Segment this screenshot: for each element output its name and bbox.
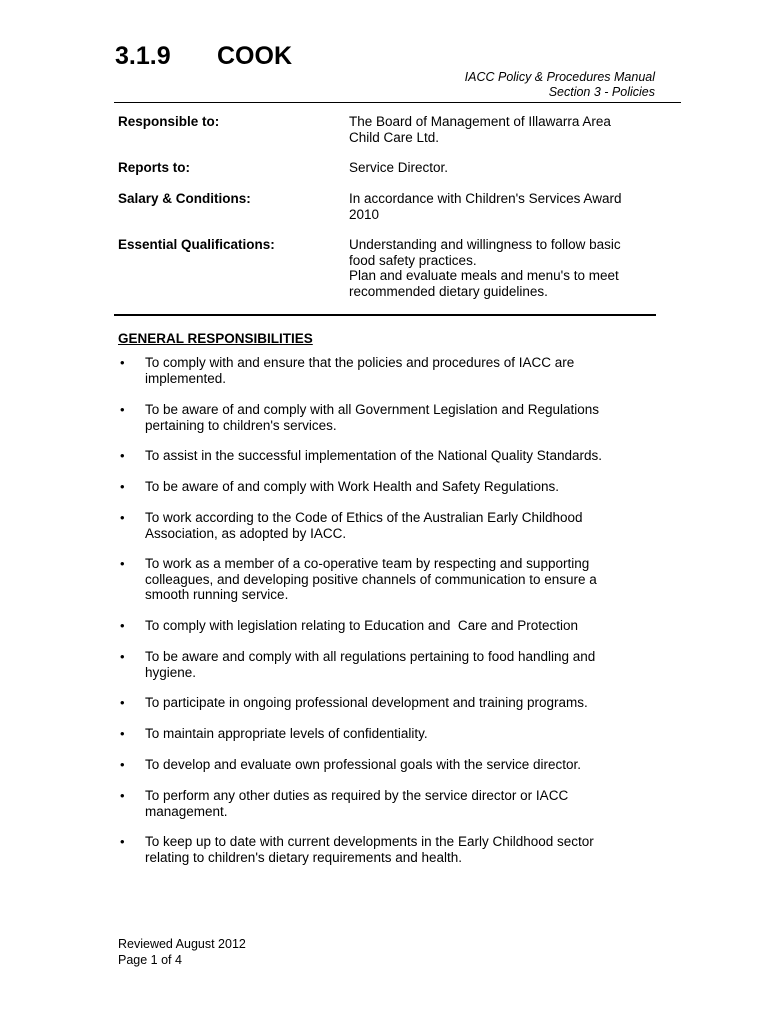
position-title: COOK bbox=[217, 42, 292, 70]
bullet-icon: • bbox=[120, 556, 125, 571]
manual-name: IACC Policy & Procedures Manual bbox=[464, 70, 655, 84]
info-label: Reports to: bbox=[118, 160, 190, 175]
bullet-icon: • bbox=[120, 510, 125, 525]
bullet-icon: • bbox=[120, 618, 125, 633]
manual-header bbox=[465, 70, 655, 100]
info-label: Responsible to: bbox=[118, 114, 220, 129]
page-footer bbox=[118, 937, 246, 968]
bullet-icon: • bbox=[120, 834, 125, 849]
info-value-line: The Board of Management of Illawarra Area bbox=[349, 114, 611, 129]
bullet-icon: • bbox=[120, 355, 125, 370]
bullet-icon: • bbox=[120, 788, 125, 803]
bullet-icon: • bbox=[120, 479, 125, 494]
bullet-icon: • bbox=[120, 726, 125, 741]
info-value bbox=[349, 114, 655, 145]
bullet-icon: • bbox=[120, 402, 125, 417]
page-number: Page 1 of 4 bbox=[118, 952, 182, 967]
manual-section: Section 3 - Policies bbox=[548, 85, 655, 99]
info-value-line: recommended dietary guidelines. bbox=[349, 283, 548, 299]
info-label: Salary & Conditions: bbox=[118, 191, 251, 206]
info-label: Essential Qualifications: bbox=[118, 237, 275, 252]
bullet-icon: • bbox=[120, 649, 125, 664]
section-number: 3.1.9 bbox=[115, 42, 171, 70]
info-value-line: Child Care Ltd. bbox=[349, 129, 440, 145]
info-value bbox=[349, 191, 655, 222]
section-heading: GENERAL RESPONSIBILITIES bbox=[118, 331, 313, 346]
info-value-line: Plan and evaluate meals and menu's to meet bbox=[349, 268, 619, 283]
document-page: 3.1.9 COOK IACC Policy & Procedures Manual Section 3 - Policies Responsible to: The Board of Management of Illawarra Area Child Care Ltd. Reports to: Service Director. Salary & Conditions: In accordance with Children's Services Award 2010 Essential Qualifications: Understanding and willingness to follow basic food safety practices. Plan and evaluate meals and menu's to meet recommended dietary guidelines. GENERAL RESPONSIBILITIES • To comply with and ensure that the policies and procedures of IACC are implemented. • To be aware of and comply with all Government Legislation and Regulations pertaining to children's services. • To assist in the successful implementation of the National Quality Standards. • To be aware of and comply with Work Health and Safety Regulations. • To work according to the Code of Ethics of the Australian Early Childhood Association, as adopted by IACC. • To work as a member of a co-operative team by respecting and supporting colleagues, and developing positive channels of communication to ensure a smooth running service. • To comply with legislation relating to Education and Care and Protection • To be aware and comply with all regulations pertaining to food handling and hygiene. • To participate in ongoing professional development and training programs. • To maintain appropriate levels of confidentiality. • To develop and evaluate own professional goals with the service director. • To perform any other duties as required by the service director or IACC management. • To keep up to date with current developments in the Early Childhood sector relating to children's dietary requirements and health. Reviewed August 2012 Page 1 of 4 bbox=[0, 0, 770, 1024]
info-value bbox=[349, 237, 655, 299]
info-value-line: Service Director. bbox=[349, 160, 449, 175]
bullet-icon: • bbox=[120, 695, 125, 710]
header-divider bbox=[114, 102, 681, 103]
info-value-line: 2010 bbox=[349, 206, 380, 222]
info-value-line: food safety practices. bbox=[349, 252, 477, 268]
review-date: Reviewed August 2012 bbox=[118, 937, 246, 951]
section-divider bbox=[114, 314, 656, 316]
info-value bbox=[349, 160, 655, 176]
bullet-icon: • bbox=[120, 448, 125, 463]
info-value-line: Understanding and willingness to follow basic bbox=[349, 237, 621, 252]
bullet-icon: • bbox=[120, 757, 125, 772]
info-value-line: In accordance with Children's Services Award bbox=[349, 191, 622, 206]
document-title bbox=[115, 42, 292, 71]
